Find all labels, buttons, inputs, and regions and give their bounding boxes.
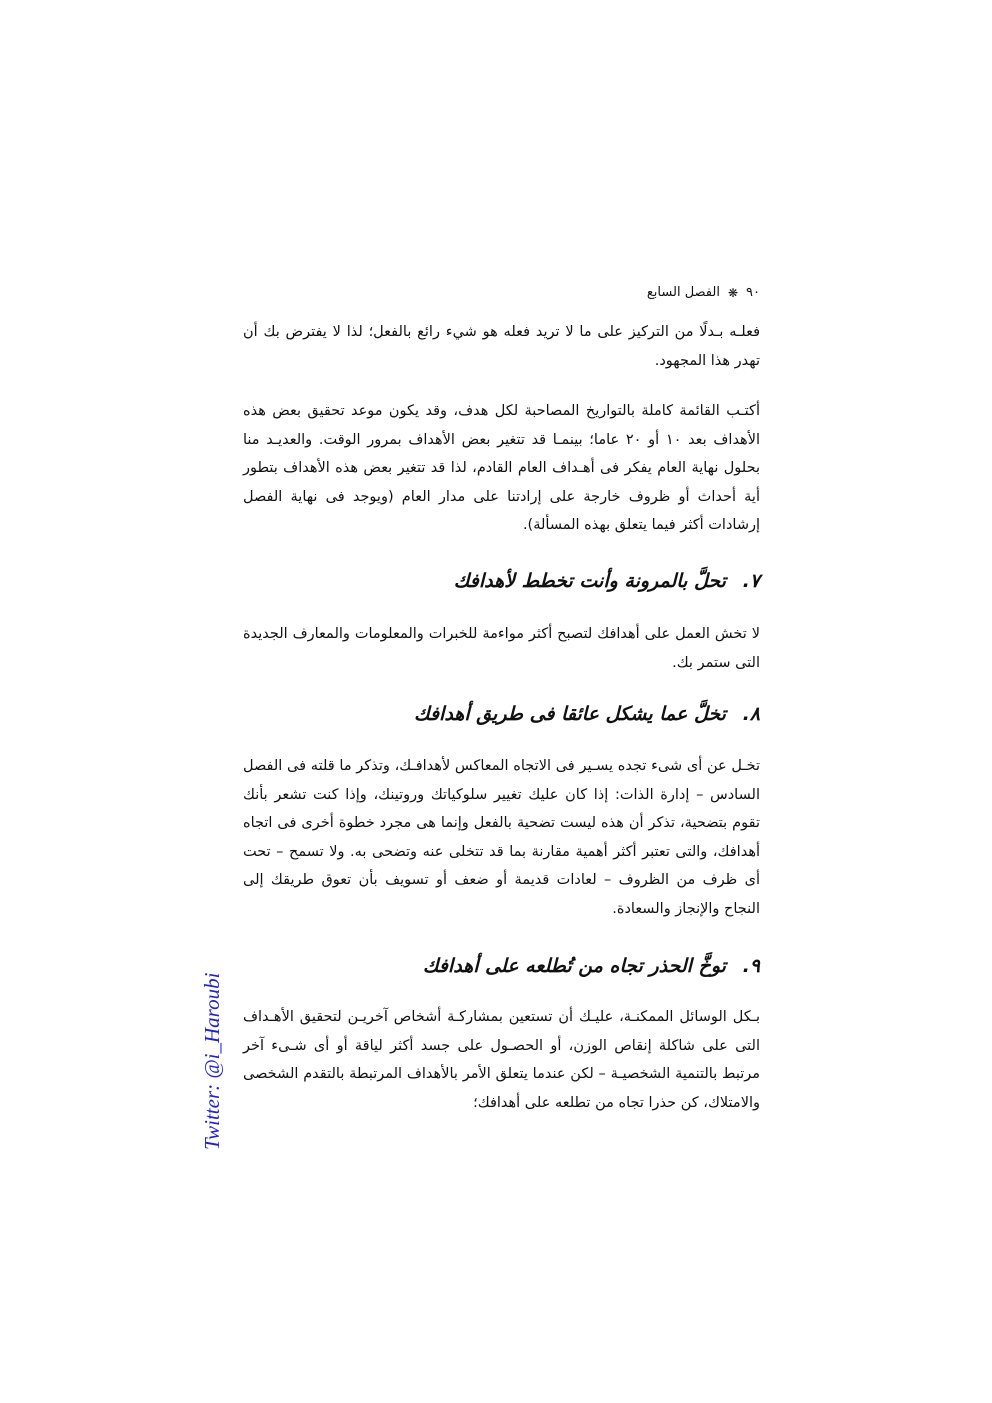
section-number: ٧. [742, 570, 760, 592]
ornament-icon: ❋ [727, 285, 739, 300]
section-title: توخَّ الحذر تجاه من تُطلعه على أهدافك [422, 955, 726, 977]
twitter-watermark: Twitter: @i_Haroubi [200, 972, 224, 1150]
paragraph-caution: بـكل الوسائل الممكنـة، عليـك أن تستعين بمشاركـة أشخاص آخريـن لتحقيق الأهـداف التى على شاكلة إنقاص الوزن، أو الحصـول على جسد أكثر لياقة أو أى شـىء آخر مرتبط بالتنمية الشخصيـة – لكن عندما يتعلق الأمر بالأهداف المرتبطة بالتقدم الشخصى والامتلاك، كن حذرا تجاه من تطلعه على أهدافك؛ [243, 1009, 760, 1111]
paragraph-let-go: تخـل عن أى شىء تجده يسـير فى الاتجاه المعاكس لأهدافـك، وتذكر ما قلته فى الفصل السادس – إدارة الذات: إذا كان عليك تغيير سلوكياتك وروتينك، وإذا كنت تشعر بأنك تقوم بتضحية، تذكر أن هذه ليست تضحية بالفعل وإنما هى مجرد خطوة أخرى فى اتجاه أهدافك، والتى تعتبر أكثر أهمية مقارنة بما قد تتخلى عنه وتضحى به. ولا تسمح – تحت أى ظرف من الظروف – لعادات قديمة أو ضعف أو تسويف بأن تعوق طريقك إلى النجاح والإنجاز والسعادة. [243, 758, 760, 917]
chapter-title: الفصل السابع [646, 285, 720, 300]
section-title: تحلَّ بالمرونة وأنت تخطط لأهدافك [453, 570, 726, 592]
section-heading-8 [414, 703, 760, 725]
section-heading-9 [423, 955, 760, 977]
section-title: تخلَّ عما يشكل عائقا فى طريق أهدافك [413, 703, 726, 725]
section-heading-7 [454, 570, 760, 592]
paragraph-flexibility: لا تخش العمل على أهدافك لتصبح أكثر مواءمة للخبرات والمعلومات والمعارف الجديدة التى ستمر بك. [243, 626, 760, 671]
paragraph-write-list: أكتـب القائمة كاملة بالتواريخ المصاحبة لكل هدف، وقد يكون موعد تحقيق بعض هذه الأهداف بعد ١٠ أو ٢٠ عاما؛ بينمـا قد تتغير بعض الأهداف بمرور الوقت. والعديـد منا بحلول نهاية العام يفكر فى أهـداف العام القادم، لذا قد تتغير بعض هذه الأهداف بتطور أية أحداث أو ظروف خارجة على إرادتنا على مدار العام (ويوجد فى نهاية الفصل إرشادات أكثر فيما يتعلق بهذه المسألة). [243, 403, 760, 533]
paragraph-intro: فعلـه بـدلًا من التركيز على ما لا تريد فعله هو شيء رائع بالفعل؛ لذا لا يفترض بك أن تهدر هذا المجهود. [243, 324, 760, 369]
page-number: ٩٠ [746, 285, 760, 300]
section-number: ٨. [742, 703, 760, 725]
running-header [647, 285, 760, 300]
section-number: ٩. [742, 955, 760, 977]
